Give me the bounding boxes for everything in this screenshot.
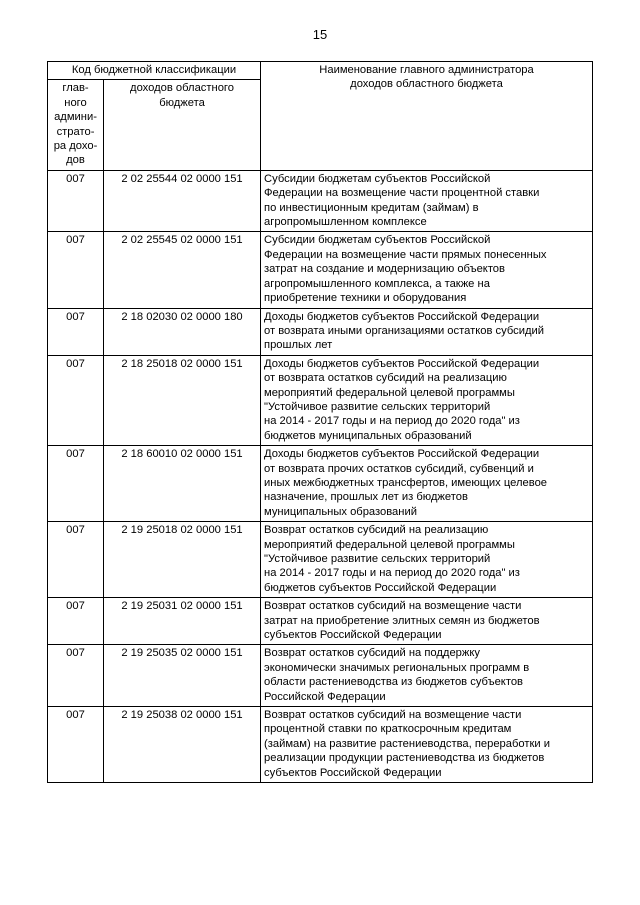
admin-code-cell: 007 xyxy=(48,707,104,783)
income-name-cell xyxy=(261,707,593,783)
admin-code-cell: 007 xyxy=(48,522,104,598)
income-code-cell: 2 18 25018 02 0000 151 xyxy=(104,355,261,445)
income-code-cell: 2 02 25544 02 0000 151 xyxy=(104,170,261,232)
income-code-cell: 2 19 25038 02 0000 151 xyxy=(104,707,261,783)
admin-code-cell: 007 xyxy=(48,645,104,707)
income-name-line: назначение, прошлых лет из бюджетов xyxy=(264,491,468,504)
header-admin-line: глав- xyxy=(62,82,89,95)
admin-code-cell: 007 xyxy=(48,355,104,445)
income-name-cell xyxy=(261,598,593,645)
income-name-line: субъектов Российской Федерации xyxy=(264,629,442,642)
table-row xyxy=(48,707,593,783)
header-admin-line: дов xyxy=(66,154,85,167)
header-income-line: бюджета xyxy=(159,96,205,109)
income-name-line: "Устойчивое развитие сельских территорий xyxy=(264,400,491,413)
income-name-line: затрат на приобретение элитных семян из бюджетов xyxy=(264,614,540,627)
header-admin-line: ного xyxy=(64,96,87,109)
income-name-line: иных межбюджетных трансфертов, имеющих целевое xyxy=(264,476,548,489)
income-name-line: муниципальных образований xyxy=(264,505,417,518)
income-name-line: Субсидии бюджетам субъектов Российской xyxy=(264,172,491,185)
header-administrator-name xyxy=(261,62,593,171)
income-name-line: Субсидии бюджетам субъектов Российской xyxy=(264,234,491,247)
income-name-line: на 2014 - 2017 годы и на период до 2020 года" из xyxy=(264,415,520,428)
income-code-cell: 2 19 25018 02 0000 151 xyxy=(104,522,261,598)
income-code-cell: 2 19 25035 02 0000 151 xyxy=(104,645,261,707)
budget-classification-table xyxy=(47,61,593,783)
income-name-line: Возврат остатков субсидий на реализацию xyxy=(264,524,489,537)
header-income-line: доходов областного xyxy=(130,82,234,95)
income-name-line: (займам) на развитие растениеводства, переработки и xyxy=(264,737,551,750)
income-name-line: "Устойчивое развитие сельских территорий xyxy=(264,553,491,565)
income-name-line: Возврат остатков субсидий на возмещение части xyxy=(264,600,522,613)
income-name-line: области растениеводства из бюджетов субъектов xyxy=(264,676,523,689)
income-name-line: бюджетов муниципальных образований xyxy=(264,429,472,442)
income-code-cell: 2 18 60010 02 0000 151 xyxy=(104,446,261,522)
table-row xyxy=(48,446,593,522)
header-admin-line: ра дохо- xyxy=(53,140,98,153)
income-name-line: Доходы бюджетов субъектов Российской Федерации xyxy=(264,448,540,461)
income-name-line: на 2014 - 2017 годы и на период до 2020 года" из xyxy=(264,567,520,580)
header-admin-line: админи- xyxy=(54,111,97,124)
income-name-line: Федерации на возмещение части прямых понесенных xyxy=(264,248,547,261)
income-name-line: мероприятий федеральной целевой программы xyxy=(264,538,515,551)
admin-code-cell: 007 xyxy=(48,598,104,645)
header-chief-administrator xyxy=(48,80,104,170)
header-budget-classification-code: Код бюджетной классификации xyxy=(48,62,261,80)
income-name-line: экономически значимых региональных программ в xyxy=(264,661,530,674)
income-name-cell xyxy=(261,232,593,308)
header-name-line: Наименование главного администратора xyxy=(319,64,534,76)
income-name-line: от возврата иными организациями остатков субсидий xyxy=(264,324,544,337)
income-name-line: Возврат остатков субсидий на возмещение части xyxy=(264,709,522,722)
admin-code-cell: 007 xyxy=(48,170,104,232)
income-name-line: мероприятий федеральной целевой программы xyxy=(264,386,515,399)
table-row xyxy=(48,170,593,232)
income-name-line: агропромышленного комплекса, а также на xyxy=(264,277,490,290)
income-name-line: от возврата остатков субсидий на реализацию xyxy=(264,372,507,385)
income-name-line: реализации продукции растениеводства из бюджетов xyxy=(264,752,545,765)
table-row xyxy=(48,598,593,645)
admin-code-cell: 007 xyxy=(48,446,104,522)
income-name-cell xyxy=(261,170,593,232)
table-row xyxy=(48,355,593,445)
income-code-cell: 2 19 25031 02 0000 151 xyxy=(104,598,261,645)
income-name-line: затрат на создание и модернизацию объектов xyxy=(264,263,505,276)
income-name-line: бюджетов субъектов Российской Федерации xyxy=(264,581,497,594)
income-name-line: приобретение техники и оборудования xyxy=(264,292,467,305)
income-name-line: Возврат остатков субсидий на поддержку xyxy=(264,647,480,660)
header-row-group xyxy=(48,62,593,80)
header-name-line: доходов областного бюджета xyxy=(350,78,503,91)
income-name-line: агропромышленном комплексе xyxy=(264,216,427,229)
table-row xyxy=(48,232,593,308)
admin-code-cell: 007 xyxy=(48,232,104,308)
income-code-cell: 2 18 02030 02 0000 180 xyxy=(104,308,261,355)
income-name-line: субъектов Российской Федерации xyxy=(264,766,442,779)
table-row xyxy=(48,645,593,707)
income-name-cell xyxy=(261,446,593,522)
income-name-line: Федерации на возмещение части процентной ставки xyxy=(264,187,540,200)
income-name-line: процентной ставки по краткосрочным кредитам xyxy=(264,723,512,736)
income-name-cell xyxy=(261,522,593,598)
income-name-line: от возврата прочих остатков субсидий, субвенций и xyxy=(264,462,534,475)
table-body xyxy=(48,62,593,783)
header-regional-budget-income xyxy=(104,80,261,170)
income-name-cell xyxy=(261,308,593,355)
page-number: 15 xyxy=(312,27,328,42)
table-row xyxy=(48,308,593,355)
income-name-cell xyxy=(261,355,593,445)
income-name-line: Российской Федерации xyxy=(264,690,386,703)
income-name-cell xyxy=(261,645,593,707)
admin-code-cell: 007 xyxy=(48,308,104,355)
income-code-cell: 2 02 25545 02 0000 151 xyxy=(104,232,261,308)
income-name-line: Доходы бюджетов субъектов Российской Федерации xyxy=(264,357,540,370)
header-admin-line: страто- xyxy=(56,125,95,138)
income-name-line: Доходы бюджетов субъектов Российской Федерации xyxy=(264,310,540,323)
table-row xyxy=(48,522,593,598)
income-name-line: по инвестиционным кредитам (займам) в xyxy=(264,201,479,214)
income-name-line: прошлых лет xyxy=(264,339,333,352)
